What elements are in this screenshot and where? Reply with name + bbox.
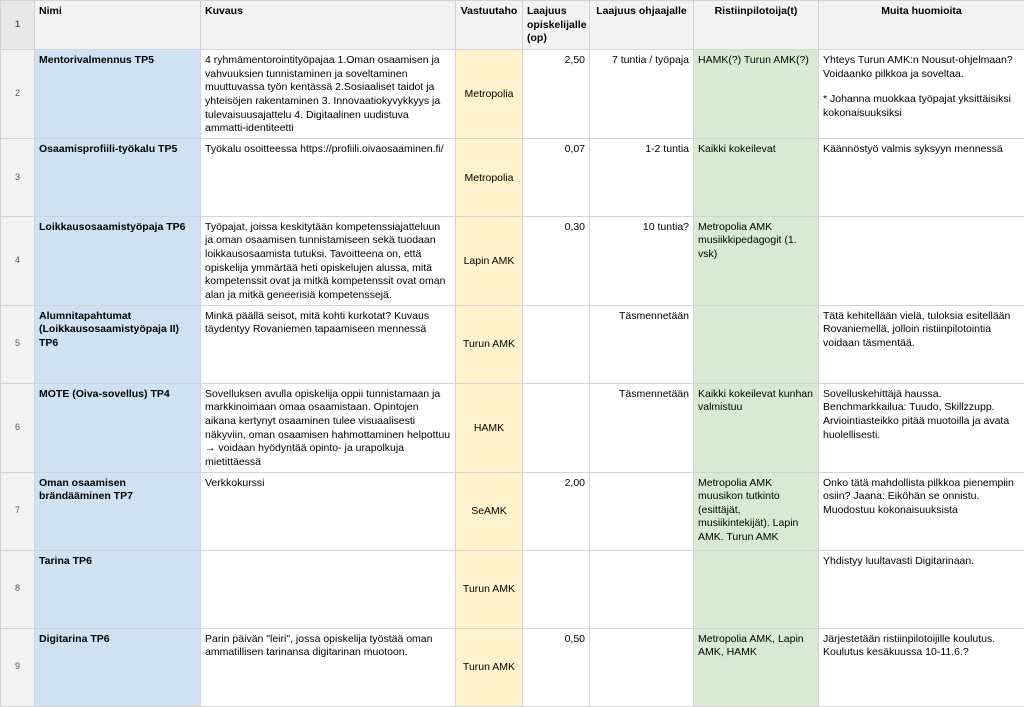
cell-vastuutaho-text: Turun AMK xyxy=(463,661,515,673)
cell-nimi[interactable] xyxy=(35,138,201,216)
cell-ristiinpilotoijat[interactable] xyxy=(694,628,819,706)
cell-laajuus-op[interactable] xyxy=(523,50,590,139)
cell-muita-huomioita[interactable] xyxy=(819,50,1024,139)
cell-vastuutaho[interactable] xyxy=(456,550,523,628)
cell-nimi[interactable] xyxy=(35,50,201,139)
cell-kuvaus[interactable] xyxy=(201,305,456,383)
cell-laajuus-ohjaajalle[interactable] xyxy=(590,628,694,706)
cell-laajuus-ohjaajalle[interactable] xyxy=(590,550,694,628)
cell-ristiinpilotoijat-text: HAMK(?) Turun AMK(?) xyxy=(698,54,809,66)
cell-muita-huomioita-text: Yhteys Turun AMK:n Nousut-ohjelmaan? Voidaanko pilkkoa ja soveltaa. xyxy=(823,54,1013,80)
cell-laajuus-op-text: 2,50 xyxy=(565,54,585,66)
cell-ristiinpilotoijat[interactable] xyxy=(694,305,819,383)
cell-kuvaus[interactable] xyxy=(201,216,456,305)
cell-laajuus-op-text: 0,50 xyxy=(565,633,585,645)
cell-ristiinpilotoijat[interactable] xyxy=(694,50,819,139)
table-row xyxy=(1,305,1024,383)
row-number-cell-text: 6 xyxy=(15,422,20,432)
table-row xyxy=(1,383,1024,472)
cell-nimi-text: Mentorivalmennus TP5 xyxy=(39,54,154,66)
row-number-cell-text: 5 xyxy=(15,338,20,348)
cell-laajuus-op[interactable] xyxy=(523,383,590,472)
cell-laajuus-op[interactable] xyxy=(523,305,590,383)
cell-nimi[interactable] xyxy=(35,216,201,305)
column-header-laajuus-op[interactable]: Laajuus opiskelijalle (op) xyxy=(523,1,590,50)
cell-vastuutaho-text: Lapin AMK xyxy=(464,255,515,267)
column-header-kuvaus[interactable]: Kuvaus xyxy=(201,1,456,50)
cell-ristiinpilotoijat-text: Metropolia AMK muusikon tutkinto (esittäjät, musiikintekijät). Lapin AMK. Turun AMK xyxy=(698,477,798,544)
cell-laajuus-ohjaajalle[interactable] xyxy=(590,138,694,216)
cell-nimi[interactable] xyxy=(35,550,201,628)
cell-vastuutaho-text: Metropolia xyxy=(464,88,513,100)
cell-laajuus-op-text: 0,07 xyxy=(565,143,585,155)
cell-nimi[interactable] xyxy=(35,472,201,550)
cell-vastuutaho[interactable] xyxy=(456,472,523,550)
cell-ristiinpilotoijat[interactable] xyxy=(694,383,819,472)
cell-muita-huomioita[interactable] xyxy=(819,216,1024,305)
cell-laajuus-ohjaajalle[interactable] xyxy=(590,50,694,139)
cell-kuvaus[interactable] xyxy=(201,383,456,472)
cell-laajuus-op[interactable] xyxy=(523,472,590,550)
cell-laajuus-ohjaajalle[interactable] xyxy=(590,216,694,305)
row-number-cell[interactable] xyxy=(1,383,35,472)
column-header-nimi[interactable]: Nimi xyxy=(35,1,201,50)
cell-muita-huomioita[interactable] xyxy=(819,383,1024,472)
cell-nimi-text: Oman osaamisen brändääminen TP7 xyxy=(39,477,133,503)
row-number-cell-text: 3 xyxy=(15,172,20,182)
cell-nimi-text: Digitarina TP6 xyxy=(39,633,110,645)
table-row xyxy=(1,472,1024,550)
cell-muita-huomioita[interactable] xyxy=(819,305,1024,383)
cell-kuvaus-text: 4 ryhmämentorointityöpajaa 1.Oman osaamisen ja vahvuuksien tunnistaminen ja soveltaminen muuttuvassa työn kentässä 2.Sosiaaliset taidot ja yhteisöjen rakentaminen 3. Innovaatiokyvykkyys ja tulevaisuusajattelu 4. Digitaalinen uudistuva ammatti-identiteetti xyxy=(205,54,440,134)
cell-vastuutaho[interactable] xyxy=(456,138,523,216)
cell-kuvaus[interactable] xyxy=(201,50,456,139)
cell-nimi-text: Loikkausosaamistyöpaja TP6 xyxy=(39,221,185,233)
table-row xyxy=(1,628,1024,706)
cell-muita-huomioita-text: Sovelluskehittäjä haussa. Benchmarkkailua: Tuudo, Skillzzupp. Arviointiasteikko pitää muotoilla ja avata huolellisesti. xyxy=(823,388,1009,441)
cell-kuvaus[interactable] xyxy=(201,550,456,628)
cell-kuvaus[interactable] xyxy=(201,628,456,706)
cell-ristiinpilotoijat[interactable] xyxy=(694,216,819,305)
cell-kuvaus[interactable] xyxy=(201,138,456,216)
cell-kuvaus[interactable] xyxy=(201,472,456,550)
column-header-ristiinpilotoijat[interactable]: Ristiinpilotoija(t) xyxy=(694,1,819,50)
row-number-cell-text: 4 xyxy=(15,255,20,265)
cell-muita-huomioita-text: Käännöstyö valmis syksyyn mennessä xyxy=(823,143,1003,155)
cell-muita-huomioita-note: * Johanna muokkaa työpajat yksittäisiksi kokonaisuuksiksi xyxy=(823,93,1011,119)
cell-vastuutaho[interactable] xyxy=(456,628,523,706)
table-row xyxy=(1,216,1024,305)
cell-kuvaus-text: Minkä päällä seisot, mitä kohti kurkotat? Kuvaus täydentyy Rovaniemen tapaamiseen mennessä xyxy=(205,310,429,336)
cell-ristiinpilotoijat[interactable] xyxy=(694,472,819,550)
cell-muita-huomioita[interactable] xyxy=(819,628,1024,706)
cell-nimi[interactable] xyxy=(35,383,201,472)
cell-laajuus-op[interactable] xyxy=(523,138,590,216)
cell-ristiinpilotoijat-text: Metropolia AMK, Lapin AMK, HAMK xyxy=(698,633,804,659)
row-number-cell[interactable] xyxy=(1,628,35,706)
cell-laajuus-ohjaajalle[interactable] xyxy=(590,472,694,550)
cell-ristiinpilotoijat-text: Kaikki kokeilevat xyxy=(698,143,776,155)
cell-vastuutaho-text: HAMK xyxy=(474,422,504,434)
header-row xyxy=(1,1,1024,50)
cell-vastuutaho-text: Turun AMK xyxy=(463,583,515,595)
row-number-cell[interactable] xyxy=(1,305,35,383)
cell-laajuus-ohjaajalle-text: 7 tuntia / työpaja xyxy=(612,54,689,66)
cell-nimi-text: Alumnitapahtumat (Loikkausosaamistyöpaja II) TP6 xyxy=(39,310,179,349)
cell-kuvaus-text: Sovelluksen avulla opiskelija oppii tunnistamaan ja markkinoimaan omaa osaamistaan. Opintojen aikana kertynyt osaaminen tulee visuaalisesti näkyviin, oman osaamisen hahmottaminen helpottuu → voidaan hyödyntää opinto- ja urapolkuja mietittäessä xyxy=(205,388,450,468)
cell-kuvaus-text: Työkalu osoitteessa https://profiili.oivaosaaminen.fi/ xyxy=(205,143,444,155)
cell-nimi-text: MOTE (Oiva-sovellus) TP4 xyxy=(39,388,170,400)
cell-laajuus-ohjaajalle-text: 10 tuntia? xyxy=(643,221,689,233)
row-number-cell-text: 9 xyxy=(15,661,20,671)
cell-laajuus-op[interactable] xyxy=(523,628,590,706)
row-number-cell[interactable] xyxy=(1,50,35,139)
cell-laajuus-ohjaajalle-text: Täsmennetään xyxy=(619,310,689,322)
cell-nimi[interactable] xyxy=(35,305,201,383)
cell-laajuus-op-text: 0,30 xyxy=(565,221,585,233)
table-row xyxy=(1,138,1024,216)
cell-muita-huomioita[interactable] xyxy=(819,550,1024,628)
cell-vastuutaho[interactable] xyxy=(456,216,523,305)
cell-muita-huomioita[interactable] xyxy=(819,138,1024,216)
cell-laajuus-ohjaajalle-text: 1-2 tuntia xyxy=(645,143,689,155)
cell-muita-huomioita-text: Tätä kehitellään vielä, tuloksia esitellään Rovaniemellä, jolloin ristiinpilotointia voidaan täsmentää. xyxy=(823,310,1010,349)
column-header-laajuus-ohjaajalle[interactable]: Laajuus ohjaajalle xyxy=(590,1,694,50)
cell-muita-huomioita-text: Onko tätä mahdollista pilkkoa pienempiin osiin? Jaana: Eiköhän se onnistu. Muodostuu kokonaisuuksista xyxy=(823,477,1014,516)
cell-vastuutaho[interactable] xyxy=(456,305,523,383)
row-number-header[interactable]: 1 xyxy=(1,1,35,50)
cell-muita-huomioita[interactable] xyxy=(819,472,1024,550)
cell-nimi-text: Tarina TP6 xyxy=(39,555,92,567)
cell-ristiinpilotoijat-text: Kaikki kokeilevat kunhan valmistuu xyxy=(698,388,813,414)
column-header-vastuutaho[interactable]: Vastuutaho xyxy=(456,1,523,50)
cell-laajuus-op-text: 2,00 xyxy=(565,477,585,489)
cell-vastuutaho-text: SeAMK xyxy=(471,505,507,517)
row-number-cell[interactable] xyxy=(1,550,35,628)
cell-vastuutaho[interactable] xyxy=(456,383,523,472)
row-number-cell-text: 8 xyxy=(15,583,20,593)
table-row xyxy=(1,550,1024,628)
cell-laajuus-op[interactable] xyxy=(523,550,590,628)
cell-ristiinpilotoijat-text: Metropolia AMK musiikkipedagogit (1. vsk) xyxy=(698,221,797,260)
row-number-cell[interactable] xyxy=(1,216,35,305)
cell-vastuutaho-text: Metropolia xyxy=(464,172,513,184)
cell-nimi[interactable] xyxy=(35,628,201,706)
row-number-cell[interactable] xyxy=(1,472,35,550)
cell-laajuus-ohjaajalle-text: Täsmennetään xyxy=(619,388,689,400)
row-number-cell-text: 7 xyxy=(15,505,20,515)
column-header-muita-huomioita[interactable]: Muita huomioita xyxy=(819,1,1024,50)
cell-laajuus-ohjaajalle[interactable] xyxy=(590,383,694,472)
cell-kuvaus-text: Verkkokurssi xyxy=(205,477,265,489)
table-row xyxy=(1,50,1024,139)
cell-muita-huomioita-text: Yhdistyy luultavasti Digitarinaan. xyxy=(823,555,974,567)
cell-kuvaus-text: Työpajat, joissa keskitytään kompetenssiajatteluun ja oman osaamisen tunnistamiseen sekä tuodaan loikkausosaamista tutuksi. Tavoitteena on, että opiskelija ymmärtää heti opiskelujen alussa, mitä kompetenssit ovat ja mitkä kompetenssit ovat oman alan ja mitkä geneerisiä kompetenssejä. xyxy=(205,221,445,301)
cell-ristiinpilotoijat[interactable] xyxy=(694,138,819,216)
cell-kuvaus-text: Parin päivän "leiri", jossa opiskelija työstää oman ammatillisen tarinansa digitarinan muotoon. xyxy=(205,633,432,659)
row-number-cell[interactable] xyxy=(1,138,35,216)
cell-ristiinpilotoijat[interactable] xyxy=(694,550,819,628)
cell-laajuus-ohjaajalle[interactable] xyxy=(590,305,694,383)
cell-muita-huomioita-text: Järjestetään ristiinpilotoijille koulutus. Koulutus kesäkuussa 10-11.6.? xyxy=(823,633,995,659)
row-number-cell-text: 2 xyxy=(15,88,20,98)
cell-vastuutaho[interactable] xyxy=(456,50,523,139)
cell-nimi-text: Osaamisprofiili-työkalu TP5 xyxy=(39,143,177,155)
cell-vastuutaho-text: Turun AMK xyxy=(463,338,515,350)
cell-laajuus-op[interactable] xyxy=(523,216,590,305)
